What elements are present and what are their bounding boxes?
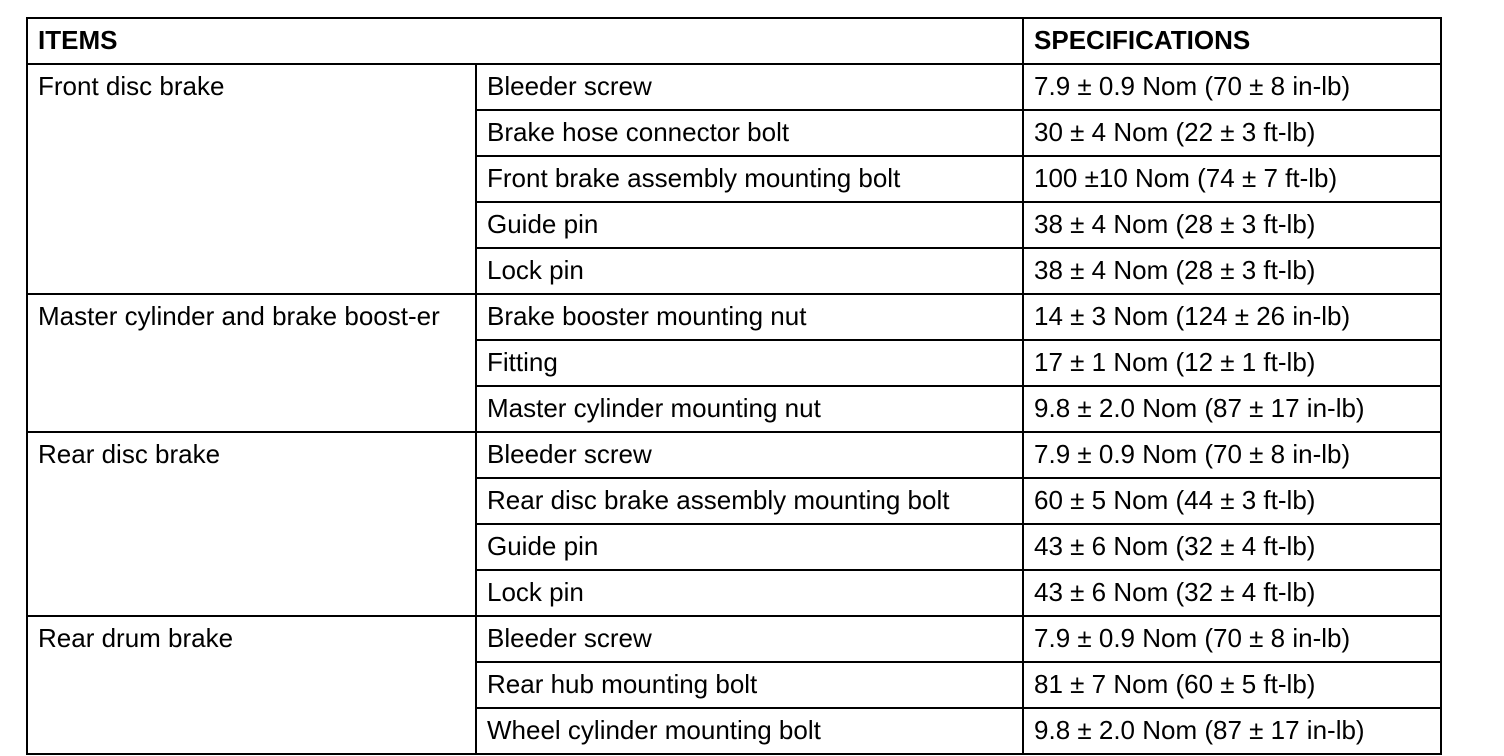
spec-cell: 30 ± 4 Nom (22 ± 3 ft-lb) — [1023, 110, 1441, 156]
spec-cell: 17 ± 1 Nom (12 ± 1 ft-lb) — [1023, 340, 1441, 386]
table-row — [27, 432, 1441, 478]
item-cell: Rear disc brake assembly mounting bolt — [476, 478, 1023, 524]
spec-cell: 81 ± 7 Nom (60 ± 5 ft-lb) — [1023, 662, 1441, 708]
spec-cell: 43 ± 6 Nom (32 ± 4 ft-lb) — [1023, 570, 1441, 616]
table-row — [27, 616, 1441, 662]
spec-cell: 14 ± 3 Nom (124 ± 26 in-lb) — [1023, 294, 1441, 340]
item-cell: Brake booster mounting nut — [476, 294, 1023, 340]
spec-cell: 7.9 ± 0.9 Nom (70 ± 8 in-lb) — [1023, 64, 1441, 110]
group-name-master-cylinder: Master cylinder and brake boost-er — [27, 294, 476, 432]
item-cell: Front brake assembly mounting bolt — [476, 156, 1023, 202]
item-cell: Bleeder screw — [476, 64, 1023, 110]
spec-cell: 100 ±10 Nom (74 ± 7 ft-lb) — [1023, 156, 1441, 202]
item-cell: Wheel cylinder mounting bolt — [476, 708, 1023, 754]
item-cell: Fitting — [476, 340, 1023, 386]
item-cell: Guide pin — [476, 202, 1023, 248]
spec-cell: 9.8 ± 2.0 Nom (87 ± 17 in-lb) — [1023, 708, 1441, 754]
spec-cell: 9.8 ± 2.0 Nom (87 ± 17 in-lb) — [1023, 386, 1441, 432]
table-row — [27, 64, 1441, 110]
spec-cell: 43 ± 6 Nom (32 ± 4 ft-lb) — [1023, 524, 1441, 570]
group-name-rear-drum-brake: Rear drum brake — [27, 616, 476, 754]
table-header-row — [27, 18, 1441, 64]
table-row — [27, 294, 1441, 340]
spec-cell: 7.9 ± 0.9 Nom (70 ± 8 in-lb) — [1023, 616, 1441, 662]
item-cell: Bleeder screw — [476, 616, 1023, 662]
brake-torque-spec-table — [26, 17, 1442, 755]
item-cell: Lock pin — [476, 570, 1023, 616]
item-cell: Brake hose connector bolt — [476, 110, 1023, 156]
item-cell: Bleeder screw — [476, 432, 1023, 478]
group-name-front-disc-brake: Front disc brake — [27, 64, 476, 294]
items-column-header: ITEMS — [27, 18, 1023, 64]
specifications-column-header: SPECIFICATIONS — [1023, 18, 1441, 64]
spec-cell: 7.9 ± 0.9 Nom (70 ± 8 in-lb) — [1023, 432, 1441, 478]
item-cell: Master cylinder mounting nut — [476, 386, 1023, 432]
spec-cell: 38 ± 4 Nom (28 ± 3 ft-lb) — [1023, 248, 1441, 294]
spec-cell: 38 ± 4 Nom (28 ± 3 ft-lb) — [1023, 202, 1441, 248]
group-name-rear-disc-brake: Rear disc brake — [27, 432, 476, 616]
item-cell: Rear hub mounting bolt — [476, 662, 1023, 708]
item-cell: Lock pin — [476, 248, 1023, 294]
spec-cell: 60 ± 5 Nom (44 ± 3 ft-lb) — [1023, 478, 1441, 524]
item-cell: Guide pin — [476, 524, 1023, 570]
